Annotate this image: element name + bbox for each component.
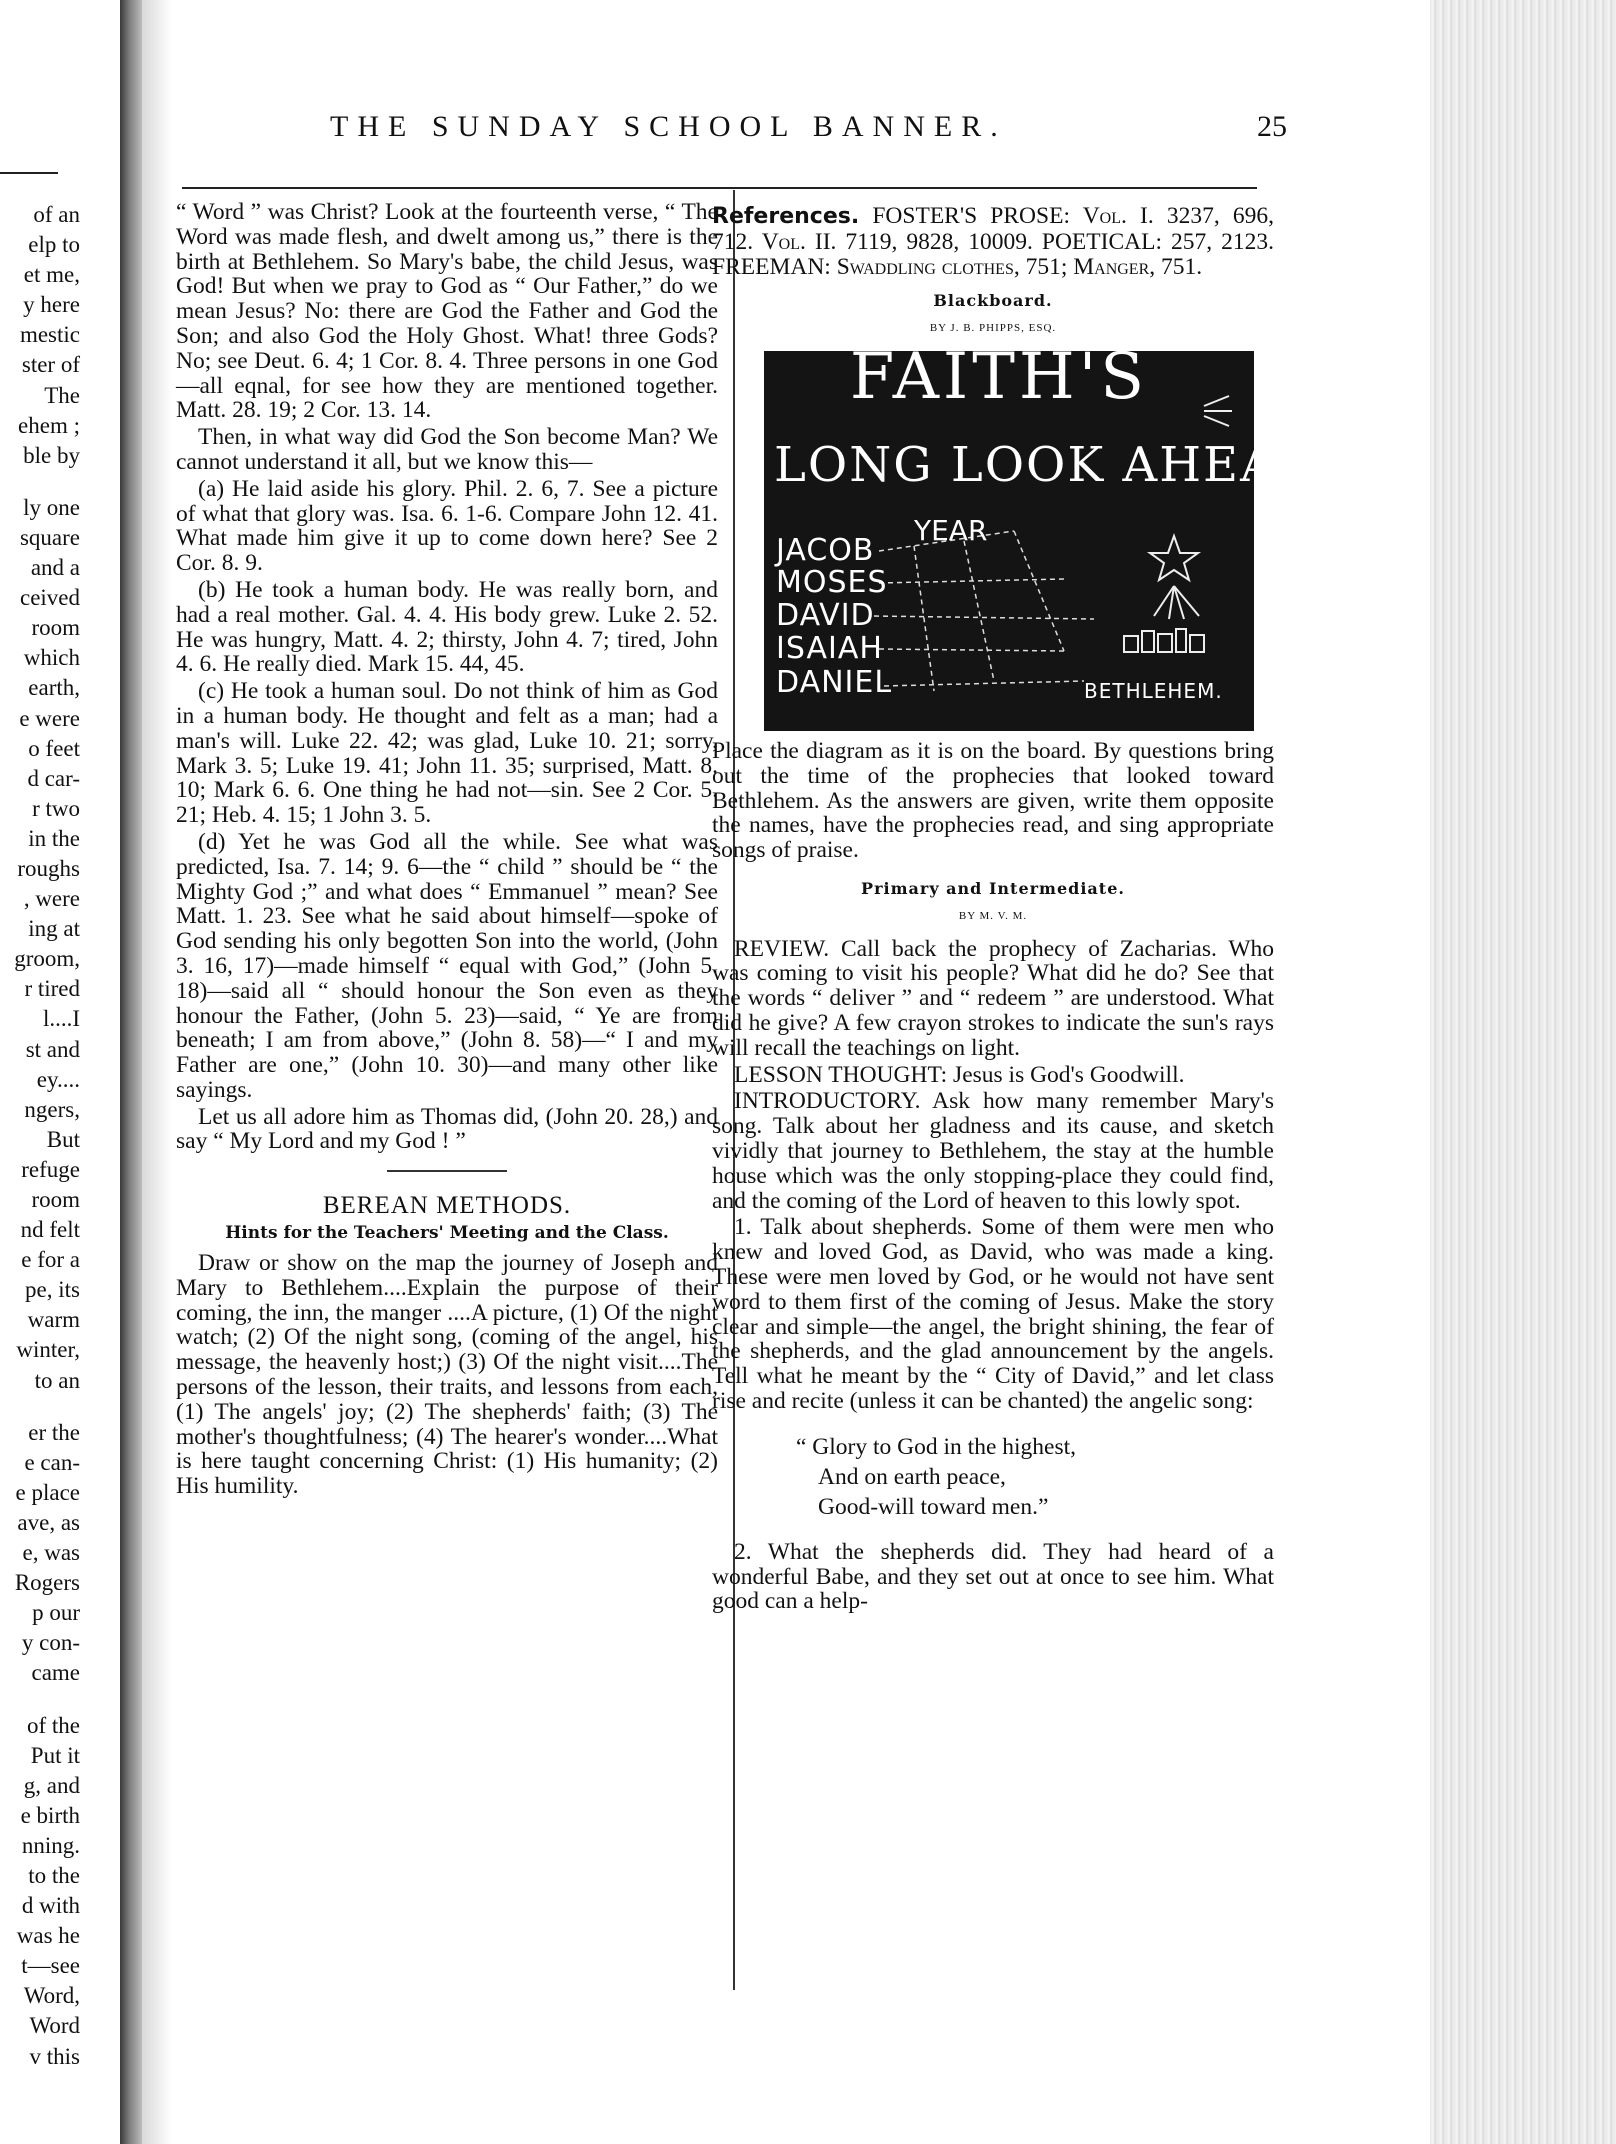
left-page-fragment: winter,	[16, 1337, 80, 1363]
left-page-fragment: But	[46, 1126, 80, 1152]
left-page-fragment: groom,	[14, 946, 80, 972]
left-page-fragment: refuge	[21, 1156, 80, 1182]
left-page-fragment: l....I	[42, 1006, 80, 1032]
references-label: References.	[712, 204, 860, 229]
left-page-fragment: The	[44, 382, 80, 408]
section-subtitle: Hints for the Teachers' Meeting and the Class.	[225, 1223, 669, 1244]
column-left	[176, 200, 718, 1501]
left-page-rule	[0, 172, 58, 174]
board-subheading: LONG LOOK AHEAD!	[774, 436, 1339, 493]
page-number: 25	[1257, 110, 1287, 143]
left-page-fragment: to an	[34, 1367, 80, 1393]
left-page-fragment: in the	[28, 825, 80, 851]
blackboard-title: Blackboard.	[933, 291, 1053, 311]
left-page-fragment	[0, 471, 80, 493]
left-page-fragment: and a	[30, 555, 80, 581]
left-page-fragment: d car-	[27, 765, 80, 791]
paragraph: (a) He laid aside his glory. Phil. 2. 6, 7. See a picture of what that glory was. Isa. 6. 1-6. Compare John 12. 41. What made him give it up to come down here? See 2 Cor. 8. 9.	[176, 475, 718, 577]
left-page-fragment: of an	[33, 202, 80, 227]
left-page-fragment: , were	[23, 886, 80, 912]
left-page-fragment: ly one	[23, 494, 80, 520]
left-page-fragment: g, and	[23, 1772, 80, 1798]
section-title: BEREAN METHODS.	[322, 1192, 572, 1220]
left-page-fragment: of the	[26, 1712, 80, 1738]
left-page-fragment: elp to	[28, 232, 80, 258]
left-page-fragment: e for a	[21, 1247, 80, 1273]
left-page-fragment: ble by	[23, 442, 80, 468]
left-page-fragment: pe, its	[25, 1277, 80, 1303]
paragraph: “ Word ” was Christ? Look at the fourteenth verse, “ The Word was made flesh, and dwelt among us,” there is the birth at Bethlehem. So Mary's babe, the child Jesus, was God! But when we pray to God as “ Our Father,” do we mean Jesus? No: there are God the Father and God the Son; and also God the Holy Ghost. What! three Gods? No; see Deut. 6. 4; 1 Cor. 8. 4. Three persons in one God—all eqnal, for see how they are mentioned together. Matt. 28. 19; 2 Cor. 13. 14.	[176, 199, 718, 424]
board-name: MOSES	[776, 564, 888, 600]
lesson-thought-label: LESSON THOUGHT:	[734, 1061, 948, 1088]
quote-line: “ Glory to God in the highest,	[796, 1433, 1077, 1460]
references-text: FOSTER'S PROSE: Vol. I. 3237, 696, 712. Vol. II. 7119, 9828, 10009. POETICAL: 257, 2123. FREEMAN: Swaddling clothes, 751; Manger, 751.	[712, 203, 1275, 280]
section-byline: BY M. V. M.	[958, 909, 1028, 922]
left-page-fragment: ceived	[19, 585, 80, 611]
gutter-shadow	[142, 0, 172, 2144]
blackboard-illustration	[764, 339, 1339, 731]
paragraph: (b) He took a human body. He was really born, and had a real mother. Gal. 4. 4. His body grew. Luke 2. 52. He was hungry, Matt. 4. 2; thirsty, John 4. 7; tired, John 4. 6. He really died. Mark 15. 44, 45.	[176, 576, 718, 678]
paragraph: Then, in what way did God the Son become Man? We cannot understand it all, but we know this—	[176, 424, 718, 475]
board-name: ISAIAH	[776, 630, 883, 666]
left-page-fragment	[0, 1689, 80, 1711]
left-page-fragment: warm	[27, 1307, 80, 1333]
left-page-fragment: ster of	[21, 352, 80, 378]
left-page-fragment: nning.	[21, 1832, 80, 1858]
left-page-fragment: er the	[28, 1419, 80, 1445]
left-page-fragment: mestic	[19, 322, 80, 348]
quote-line: Good-will toward men.”	[818, 1493, 1049, 1520]
left-page-fragment: Rogers	[14, 1570, 80, 1596]
review-label: REVIEW.	[734, 935, 830, 962]
left-page-fragment: ave, as	[17, 1509, 80, 1535]
left-page-fragment: y here	[23, 292, 80, 318]
paragraph: (c) He took a human soul. Do not think of him as God in a human body. He thought and felt as a man; had a man's will. Luke 22. 42; was glad, Luke 10. 21; sorry, Mark 3. 5; Luke 19. 41; John 11. 35; surprised, Matt. 8. 10; Mark 6. 6. One thing he had not—sin. See 2 Cor. 5. 21; Heb. 4. 15; 1 John 3. 5.	[176, 678, 718, 829]
left-page-fragment: was he	[16, 1923, 80, 1949]
left-page-fragment: st and	[25, 1036, 80, 1062]
blackboard-byline: BY J. B. PHIPPS, ESQ.	[929, 322, 1057, 335]
board-name: DANIEL	[776, 664, 893, 700]
left-page-fragment: earth,	[28, 675, 80, 701]
left-page-fragment	[0, 1396, 80, 1418]
left-page-fragment: ey....	[36, 1066, 80, 1092]
left-page-fragment: room	[31, 615, 80, 641]
column-right	[712, 203, 1339, 1616]
left-page-fragment: ehem ;	[18, 412, 80, 438]
left-page-fragment: roughs	[17, 855, 80, 881]
left-page-fragment: et me,	[23, 262, 80, 288]
quote-line: And on earth peace,	[818, 1463, 1006, 1490]
paragraph: Call back the prophecy of Zacharias. Who was coming to visit his people? What did he do? See that the words “ deliver ” and “ redeem ” are understood. What did he give? A few crayon strokes to indicate the sun's rays will recall the teachings on light.	[712, 935, 1275, 1061]
paragraph: 2. What the shepherds did. They had heard of a wonderful Babe, and they set out at once to see him. What good can a help-	[712, 1538, 1274, 1615]
board-bethlehem-label: BETHLEHEM.	[1084, 678, 1223, 703]
header-rule	[182, 187, 1257, 189]
left-page-fragment: ngers,	[24, 1096, 80, 1122]
left-page-fragment: p our	[32, 1600, 80, 1626]
book-gutter	[120, 0, 142, 2144]
left-page-fragment: Put it	[30, 1742, 80, 1768]
paragraph: (d) Yet he was God all the while. See what was predicted, Isa. 7. 14; 9. 6—the “ child ” should be “ the Mighty God ;” and what does “ Emmanuel ” mean? See Matt. 1. 23. See what he said about himself—spoke of God sending his only begotten Son into the world, (John 3. 16, 17)—made himself “ equal with God,” (John 5. 18)—said all “ should honour the Son even as they honour the Father, (John 5. 23)—said, “ Ye are from beneath; I am from above,” (John 8. 58)—“ I and my Father are one,” (John 10. 30)—and many other like sayings.	[176, 828, 718, 1103]
left-page-fragment: o feet	[28, 735, 80, 761]
paragraph: 1. Talk about shepherds. Some of them were men who knew and loved God, as David, who was made a king. These were men loved by God, or he would not have sent word to them first of the coming of Jesus. Make the story clear and simple—the angel, the bright shining, the fear of the shepherds, and the glad announcement by the angels. Tell what he meant by the “ City of David,” and let class rise and recite (unless it can be chanted) the angelic song:	[712, 1214, 1274, 1414]
left-page-fragment: e, was	[22, 1540, 80, 1566]
left-page-fragment: nd felt	[20, 1217, 80, 1243]
left-page-fragment: v this	[29, 2043, 80, 2069]
left-page-fragment: room	[31, 1187, 80, 1212]
hymn-quote	[796, 1432, 1274, 1522]
left-page-fragment: came	[31, 1660, 80, 1686]
left-page-fragment: to the	[28, 1862, 80, 1888]
left-page-fragment: d with	[21, 1893, 80, 1919]
paragraph: Ask how many remember Mary's song. Talk about her gladness and its cause, and sketch vividly that journey to Bethlehem, the stay at the humble house which was the only stopping-place they could find, and the coming of the Lord of heaven to this lowly spot.	[712, 1088, 1274, 1214]
paragraph: Let us all adore him as Thomas did, (John 20. 28,) and say “ My Lord and my God ! ”	[176, 1103, 718, 1155]
section-divider	[387, 1170, 507, 1172]
paragraph: Jesus is God's Goodwill.	[953, 1061, 1185, 1088]
introductory-label: INTRODUCTORY.	[734, 1088, 921, 1115]
paragraph: Place the diagram as it is on the board. By questions bring out the time of the prophecies that looked toward Bethlehem. As the answers are given, write them opposite the names, have the prophecies read, and sing appropriate songs of praise.	[712, 737, 1274, 864]
left-page-fragment: e can-	[24, 1449, 80, 1475]
left-page-fragment: t—see	[21, 1953, 80, 1979]
left-page-fragment: Word	[29, 2013, 80, 2039]
left-page-fragment: y con-	[21, 1630, 80, 1656]
left-page-fragment: which	[23, 645, 80, 671]
left-page-fragment: square	[19, 524, 80, 550]
left-page-fragment: Word,	[23, 1983, 80, 2009]
section-title: Primary and Intermediate.	[861, 878, 1125, 898]
board-name: JACOB	[776, 532, 875, 568]
left-page-fragment: r tired	[24, 976, 80, 1002]
header-title: THE SUNDAY SCHOOL BANNER.	[330, 110, 1007, 143]
paragraph: Draw or show on the map the journey of Joseph and Mary to Bethlehem....Explain the purpose of their coming, the inn, the manger ....A picture, (1) Of the night watch; (2) Of the night song, (coming of the angel, his message, the heavenly host;) (3) Of the night visit....The persons of the lesson, their traits, and lessons from each, (1) The angels' joy; (2) The shepherds' faith; (3) The mother's thoughtfulness; (4) The hearer's wonder....What is here taught concerning Christ: (1) His humanity; (2) His humility.	[176, 1250, 718, 1500]
board-name: DAVID	[776, 597, 875, 633]
left-page-fragments	[0, 200, 80, 2072]
page-edges	[1430, 0, 1616, 2144]
left-page-fragment: e were	[19, 705, 80, 731]
left-page-fragment: e birth	[20, 1802, 80, 1828]
board-heading: FAITH'S	[849, 339, 1149, 414]
left-page-fragment: e place	[15, 1479, 80, 1505]
left-page-fragment: r two	[32, 795, 80, 821]
left-page-fragment: ing at	[28, 916, 80, 942]
board-year-label: YEAR	[914, 513, 988, 547]
